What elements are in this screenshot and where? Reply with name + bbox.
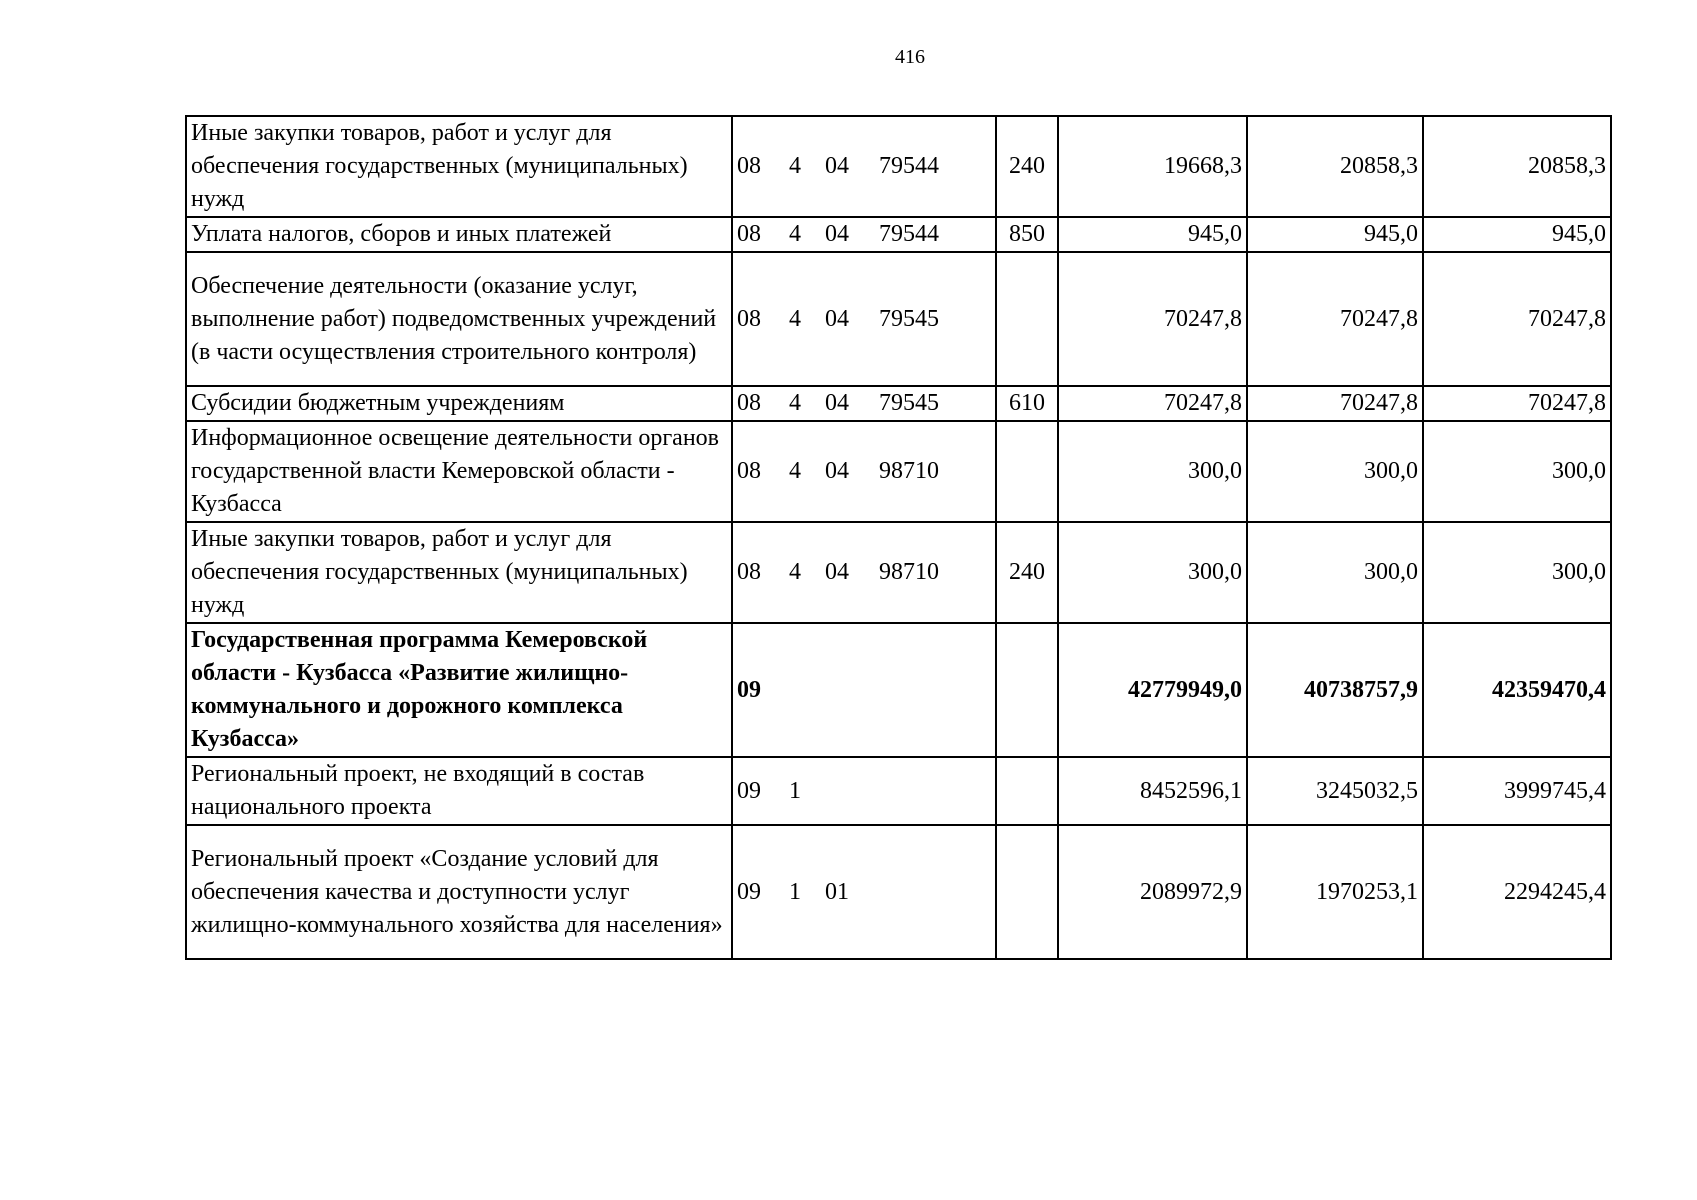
- code-direction: 98710: [879, 458, 939, 484]
- row-value-1: 300,0: [1058, 421, 1247, 522]
- code-event: 04: [825, 390, 849, 416]
- row-name: Субсидии бюджетным учреждениям: [186, 386, 732, 421]
- row-expense-type: [996, 757, 1058, 825]
- row-codes: [732, 522, 996, 623]
- code-program: 08: [737, 458, 761, 484]
- row-codes: [732, 623, 996, 757]
- row-name: Обеспечение деятельности (оказание услуг, выполнение работ) подведомственных учреждений (в части осуществления строительного контроля): [186, 252, 732, 386]
- code-program: 09: [737, 777, 761, 804]
- budget-table: [185, 115, 1612, 960]
- code-program: 09: [737, 878, 761, 905]
- table-row: [186, 217, 1611, 252]
- row-value-1: 70247,8: [1058, 386, 1247, 421]
- row-expense-type: [996, 623, 1058, 757]
- table-row: [186, 386, 1611, 421]
- code-event: 04: [825, 458, 849, 484]
- row-name: Иные закупки товаров, работ и услуг для обеспечения государственных (муниципальных) нужд: [186, 522, 732, 623]
- row-value-3: 945,0: [1423, 217, 1611, 252]
- row-value-3: 300,0: [1423, 522, 1611, 623]
- code-event: 04: [825, 221, 849, 247]
- row-value-2: 300,0: [1247, 522, 1423, 623]
- row-value-3: 20858,3: [1423, 116, 1611, 217]
- code-direction: 79545: [879, 390, 939, 416]
- row-name: Уплата налогов, сборов и иных платежей: [186, 217, 732, 252]
- table-row: [186, 757, 1611, 825]
- table-row: [186, 825, 1611, 959]
- table-row: [186, 522, 1611, 623]
- code-subprogram: 1: [789, 777, 801, 804]
- table-row: [186, 421, 1611, 522]
- row-expense-type: [996, 252, 1058, 386]
- row-expense-type: [996, 825, 1058, 959]
- row-expense-type: 610: [996, 386, 1058, 421]
- row-name: Информационное освещение деятельности органов государственной власти Кемеровской области - Кузбасса: [186, 421, 732, 522]
- row-value-1: 42779949,0: [1058, 623, 1247, 757]
- row-value-1: 945,0: [1058, 217, 1247, 252]
- row-codes: [732, 421, 996, 522]
- row-codes: [732, 217, 996, 252]
- code-direction: 79544: [879, 221, 939, 247]
- code-subprogram: 4: [789, 153, 801, 179]
- table-row: [186, 116, 1611, 217]
- row-value-3: 3999745,4: [1423, 757, 1611, 825]
- row-value-2: 945,0: [1247, 217, 1423, 252]
- row-value-2: 3245032,5: [1247, 757, 1423, 825]
- code-subprogram: 4: [789, 221, 801, 247]
- code-program: 08: [737, 305, 761, 332]
- row-value-2: 20858,3: [1247, 116, 1423, 217]
- code-subprogram: 4: [789, 305, 801, 332]
- code-subprogram: 4: [789, 559, 801, 585]
- row-value-2: 70247,8: [1247, 252, 1423, 386]
- code-direction: 79545: [879, 305, 939, 332]
- code-subprogram: 4: [789, 390, 801, 416]
- row-name: Иные закупки товаров, работ и услуг для обеспечения государственных (муниципальных) нужд: [186, 116, 732, 217]
- row-codes: [732, 252, 996, 386]
- row-value-2: 70247,8: [1247, 386, 1423, 421]
- row-expense-type: 240: [996, 116, 1058, 217]
- code-event: 04: [825, 305, 849, 332]
- table-row: [186, 623, 1611, 757]
- code-subprogram: 1: [789, 878, 801, 905]
- row-value-1: 300,0: [1058, 522, 1247, 623]
- row-value-1: 8452596,1: [1058, 757, 1247, 825]
- code-event: 01: [825, 878, 849, 905]
- row-value-3: 70247,8: [1423, 386, 1611, 421]
- code-direction: 98710: [879, 559, 939, 585]
- row-name: Региональный проект «Создание условий для обеспечения качества и доступности услуг жилищно-коммунального хозяйства для населения»: [186, 825, 732, 959]
- row-value-3: 2294245,4: [1423, 825, 1611, 959]
- code-event: 04: [825, 559, 849, 585]
- code-program: 08: [737, 221, 761, 247]
- row-value-3: 70247,8: [1423, 252, 1611, 386]
- row-codes: [732, 386, 996, 421]
- table-row: [186, 252, 1611, 386]
- row-value-2: 300,0: [1247, 421, 1423, 522]
- row-value-1: 19668,3: [1058, 116, 1247, 217]
- row-value-3: 300,0: [1423, 421, 1611, 522]
- row-name: Государственная программа Кемеровской области - Кузбасса «Развитие жилищно-коммунального и дорожного комплекса Кузбасса»: [186, 623, 732, 757]
- code-program: 08: [737, 153, 761, 179]
- row-expense-type: 240: [996, 522, 1058, 623]
- row-expense-type: 850: [996, 217, 1058, 252]
- code-program: 08: [737, 559, 761, 585]
- code-program: 08: [737, 390, 761, 416]
- page-number: 416: [895, 46, 925, 68]
- row-value-2: 40738757,9: [1247, 623, 1423, 757]
- code-program: 09: [737, 676, 761, 703]
- row-value-2: 1970253,1: [1247, 825, 1423, 959]
- row-codes: [732, 757, 996, 825]
- row-value-1: 70247,8: [1058, 252, 1247, 386]
- code-subprogram: 4: [789, 458, 801, 484]
- code-direction: 79544: [879, 153, 939, 179]
- row-codes: [732, 116, 996, 217]
- row-codes: [732, 825, 996, 959]
- row-name: Региональный проект, не входящий в состав национального проекта: [186, 757, 732, 825]
- row-expense-type: [996, 421, 1058, 522]
- code-event: 04: [825, 153, 849, 179]
- row-value-1: 2089972,9: [1058, 825, 1247, 959]
- row-value-3: 42359470,4: [1423, 623, 1611, 757]
